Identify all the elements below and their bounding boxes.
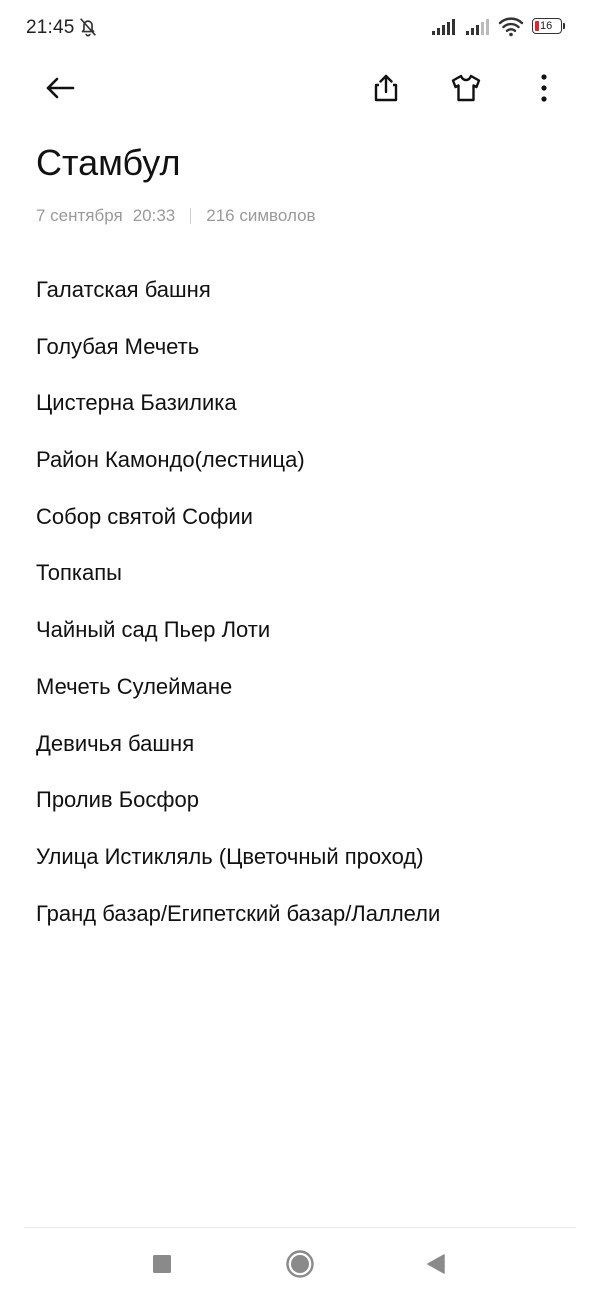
note-line[interactable]: Топкапы <box>36 560 122 586</box>
tshirt-icon <box>449 72 483 104</box>
note-line[interactable]: Пролив Босфор <box>36 787 199 813</box>
nav-back-button[interactable] <box>416 1246 456 1282</box>
circle-home-icon <box>285 1249 315 1279</box>
bell-off-icon <box>77 16 99 38</box>
more-options-button[interactable] <box>520 64 568 112</box>
signal-icon <box>431 18 457 36</box>
back-button[interactable] <box>36 64 84 112</box>
recents-button[interactable] <box>142 1246 182 1282</box>
note-line[interactable]: Цистерна Базилика <box>36 390 237 416</box>
note-line[interactable]: Гранд базар/Египетский базар/Лаллели <box>36 900 441 926</box>
toolbar <box>0 56 600 120</box>
battery-level-text: 16 <box>540 20 553 32</box>
note-date: 7 сентября <box>36 206 123 225</box>
note-line[interactable]: Собор святой Софии <box>36 503 253 529</box>
share-button[interactable] <box>362 64 410 112</box>
note-line[interactable]: Улица Истикляль (Цветочный проход) <box>36 843 424 869</box>
back-arrow-icon <box>42 70 78 106</box>
note-line[interactable]: Чайный сад Пьер Лоти <box>36 617 271 643</box>
theme-button[interactable] <box>442 64 490 112</box>
note-char-count: 216 символов <box>206 206 316 225</box>
meta-divider <box>190 208 191 224</box>
wifi-icon <box>498 15 524 37</box>
battery-level-fill <box>535 21 539 31</box>
square-recents-icon <box>152 1254 172 1274</box>
home-button[interactable] <box>280 1246 320 1282</box>
system-navbar <box>0 1228 600 1299</box>
note-time: 20:33 <box>132 206 176 225</box>
status-time: 21:45 <box>26 17 75 38</box>
triangle-back-icon <box>426 1253 446 1275</box>
more-vertical-icon <box>539 73 549 103</box>
note-line[interactable]: Район Камондо(лестница) <box>36 447 305 473</box>
note-meta <box>36 206 316 226</box>
status-bar <box>0 0 600 56</box>
note-line[interactable]: Мечеть Сулеймане <box>36 673 233 699</box>
signal-icon <box>465 18 491 36</box>
battery-icon <box>532 18 564 36</box>
note-line[interactable]: Девичья башня <box>36 730 195 756</box>
note-line[interactable]: Галатская башня <box>36 277 211 302</box>
note-title[interactable]: Стамбул <box>36 142 181 183</box>
note-line[interactable]: Голубая Мечеть <box>36 333 200 359</box>
note-body[interactable] <box>36 272 576 952</box>
share-icon <box>370 72 402 104</box>
